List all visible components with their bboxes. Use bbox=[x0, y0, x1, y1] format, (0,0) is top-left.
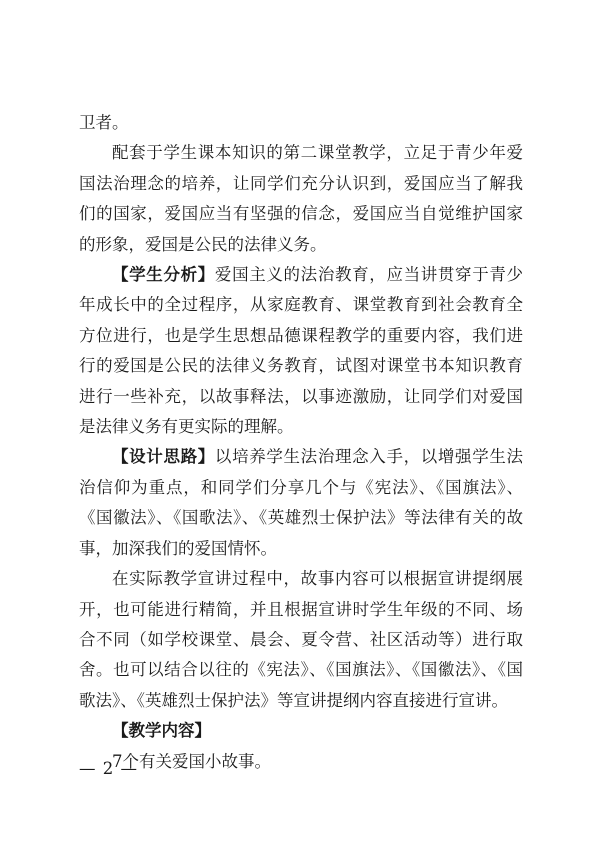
heading-teaching-content: 【教学内容】 bbox=[112, 721, 211, 741]
paragraph-teaching-process: 在实际教学宣讲过程中，故事内容可以根据宣讲提纲展开，也可能进行精简，并且根据宣讲时学生年级的不同、场合不同（如学校课堂、晨会、夏令营、社区活动等）进行取舍。也可以结合以往的《宪法》、《国旗法》、《国徽法》、《国歌法》、《英雄烈士保护法》等宣讲提纲内容直接进行宣讲。 bbox=[79, 569, 523, 710]
heading-student-analysis: 【学生分析】 bbox=[112, 265, 215, 285]
page-number: — 2 — bbox=[79, 759, 138, 778]
student-analysis-body: 爱国主义的法治教育，应当讲贯穿于青少年成长中的全过程序，从家庭教育、课堂教育到社会教育全方位进行，也是学生思想品德课程教学的重要内容，我们进行的爱国是公民的法律义务教育，试图对课堂书本知识教育进行一些补充，以故事释法，以事迹激励，让同学们对爱国是法律义务有更实际的理解。 bbox=[79, 265, 524, 437]
paragraph-continuation: 卫者。 bbox=[79, 113, 129, 132]
body-text bbox=[79, 108, 523, 777]
heading-design-idea: 【设计思路】 bbox=[112, 447, 215, 467]
paragraph-student-analysis bbox=[79, 260, 523, 442]
paragraph-teaching-content: 7个有关爱国小故事。 bbox=[112, 751, 271, 771]
paragraph-design-idea bbox=[79, 442, 523, 564]
design-idea-body: 以培养学生法治理念入手，以增强学生法治信仰为重点，和同学们分享几个与《宪法》、《国旗法》、《国徽法》、《国歌法》、《英雄烈士保护法》等法律有关的故事，加深我们的爱国情怀。 bbox=[79, 447, 524, 558]
paragraph-goal: 配套于学生课本知识的第二课堂教学，立足于青少年爱国法治理念的培养，让同学们充分认识到，爱国应当了解我们的国家，爱国应当有坚强的信念，爱国应当自觉维护国家的形象，爱国是公民的法律义务。 bbox=[79, 143, 523, 254]
